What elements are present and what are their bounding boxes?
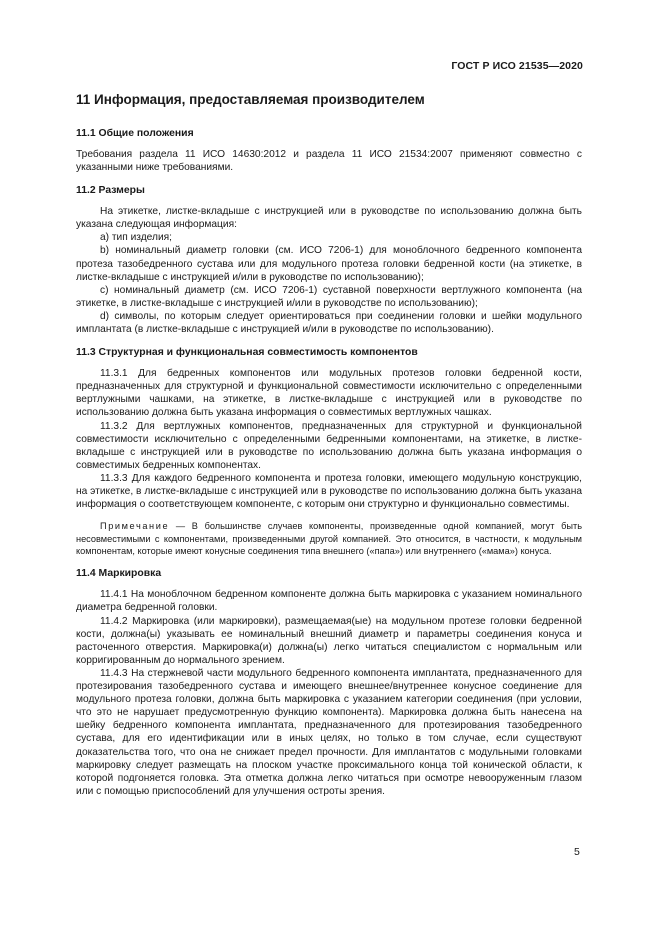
note xyxy=(76,520,582,557)
paragraph: 11.4.2 Маркировка (или маркировки), размещаемая(ые) на модульном протезе головки бедренной кости, должна(ы) указывать ее номинальный внешний диаметр и параметры соединения конуса и расточенного отверстия. Маркировка(и) должна(ы) легко читаться специалистом с нормальным или корригированным до нормального зрением. xyxy=(76,615,582,666)
paragraph: На этикетке, листке-вкладыше с инструкцией или в руководстве по использованию должна быть указана следующая информация: xyxy=(76,206,582,231)
section-11-3 xyxy=(76,346,582,557)
paragraph: Требования раздела 11 ИСО 14630:2012 и раздела 11 ИСО 21534:2007 применяют совместно с указанными ниже требованиями. xyxy=(76,149,582,174)
section-title: 11.3 Структурная и функциональная совместимость компонентов xyxy=(76,347,418,359)
list-item: с) номинальный диаметр (см. ИСО 7206-1) суставной поверхности вертлужного компонента (на этикетке, в листке-вкладыше с инструкцией и/или в руководстве по использованию); xyxy=(76,284,582,309)
paragraph: 11.4.1 На моноблочном бедренном компоненте должна быть маркировка с указанием номинального диаметра бедренной головки. xyxy=(76,589,582,614)
page-content xyxy=(76,92,582,808)
standard-designation: ГОСТ Р ИСО 21535—2020 xyxy=(451,60,583,72)
section-title: 11.2 Размеры xyxy=(76,185,145,197)
section-title: 11.4 Маркировка xyxy=(76,568,162,580)
chapter-title: 11 Информация, предоставляемая производителем xyxy=(76,92,425,107)
section-11-1 xyxy=(76,127,582,174)
section-11-2 xyxy=(76,184,582,336)
paragraph: 11.3.1 Для бедренных компонентов или модульных протезов головки бедренной кости, предназначенных для структурной и функциональной совместимости исключительно с определенными вертлужными чашками, на этикетке, в листке-вкладыше с инструкцией или в руководстве по использованию должна быть указана информация о совместимых вертлужных чашках. xyxy=(76,368,582,419)
note-text: — В большинстве случаев компоненты, произведенные одной компанией, могут быть несовместимыми с компонентами, произведенными другой компанией. Это относится, в частности, к модульным компонентам, которые имеют конусные соединения типа внешнего («папа») или внутреннего («мама») конуса. xyxy=(76,521,582,556)
section-title: 11.1 Общие положения xyxy=(76,128,194,139)
paragraph: 11.4.3 На стержневой части модульного бедренного компонента имплантата, предназначенного для протезирования тазобедренного сустава и имеющего внешнее/внутреннее конусное соединение для модульного протеза головки, должна быть маркировка с указанием категории соединения (при условии, что это не нарушает предусмотренную функцию компонента). Маркировка должна быть нанесена на шейку бедренного компонента имплантата, предназначенного для протезирования тазобедренного сустава, для его идентификации или в иных целях, но только в том случае, если существуют доказательства того, что она не снижает предел прочности. Для имплантатов с модульными головками маркировку следует размещать на плоском участке проксимального конца той конической области, к которой подгоняется головка. Эта отметка должна легко читаться при осмотре невооруженным глазом или с помощью приспособлений для улучшения остроты зрения. xyxy=(76,667,582,797)
paragraph: 11.3.2 Для вертлужных компонентов, предназначенных для структурной и функциональной совместимости исключительно с определенными бедренными компонентами, на этикетке, в листке-вкладыше с инструкцией или в руководстве по использованию должна быть указана информация о совместимых бедренных компонентах. xyxy=(76,420,582,471)
list-item: d) символы, по которым следует ориентироваться при соединении головки и шейки модульного имплантата (в листке-вкладыше с инструкцией и/или в руководстве по использованию). xyxy=(76,310,582,336)
page-number: 5 xyxy=(574,846,580,858)
list-item: а) тип изделия; xyxy=(100,232,172,244)
section-11-4 xyxy=(76,567,582,798)
paragraph: 11.3.3 Для каждого бедренного компонента и протеза головки, имеющего модульную конструкцию, на этикетке, в листке-вкладыше с инструкцией или в руководстве по использованию должна быть указана информация о соответствующем компоненте, с которым они структурно и функционально совместимы. xyxy=(76,472,582,511)
list-item: b) номинальный диаметр головки (см. ИСО 7206-1) для моноблочного бедренного компонента протеза тазобедренного сустава или для модульного протеза головки бедренной кости (на этикетке, в листке-вкладыше с инструкцией и/или в руководстве по использованию); xyxy=(76,245,582,283)
note-label: Примечание xyxy=(100,521,170,532)
